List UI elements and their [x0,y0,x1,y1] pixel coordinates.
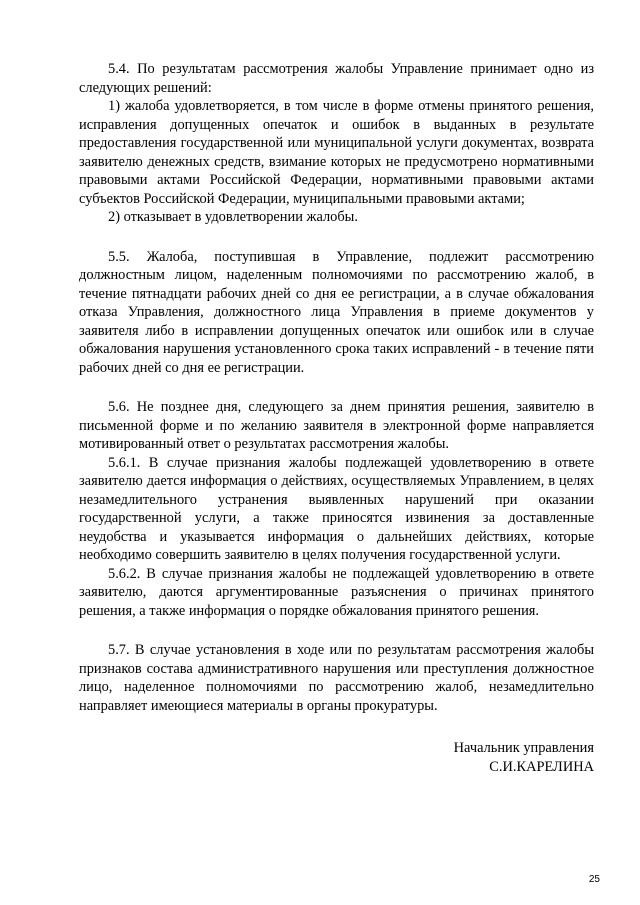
signature-position: Начальник управления [453,740,594,756]
signature-name: С.И.КАРЕЛИНА [489,759,594,775]
paragraph-5-7: 5.7. В случае установления в ходе или по результатам рассмотрения жалобы признаков состава административного нарушения или преступления должностное лицо, наделенное полномочиями по рассмотрению жалоб, незамедлительно направляет имеющиеся материалы в органы прокуратуры. [79,642,594,714]
paragraph-5-6-2: 5.6.2. В случае признания жалобы не подлежащей удовлетворению в ответе заявителю, даются аргументированные разъяснения о причинах принятого решения, а также информация о порядке обжалования принятого решения. [79,565,594,619]
section-5-6 [79,398,594,620]
paragraph-5-4-option-2: 2) отказывает в удовлетворении жалобы. [108,209,358,225]
paragraph-5-6-1: 5.6.1. В случае признания жалобы подлежащей удовлетворению в ответе заявителю дается информация о действиях, осуществляемых Управлением, в целях незамедлительного устранения выявленных нарушений при оказании государственной услуги, а также приносятся извинения за доставленные неудобства и указывается информация о дальнейших действиях, которые необходимо совершить заявителю в целях получения государственной услуги. [79,454,594,563]
paragraph-spacer [79,377,594,398]
paragraph-5-5: 5.5. Жалоба, поступившая в Управление, подлежит рассмотрению должностным лицом, наделенным полномочиями по рассмотрению жалоб, в течение пятнадцати рабочих дней со дня ее регистрации, а в случае обжалования отказа Управления, должностного лица Управления в приеме документов у заявителя либо в исправлении допущенных опечаток или ошибок или в случае обжалования нарушения установленного срока таких исправлений - в течение пяти рабочих дней со дня ее регистрации. [79,248,594,376]
section-5-4 [79,60,594,227]
signature-block [79,739,594,777]
paragraph-5-4-intro: 5.4. По результатам рассмотрения жалобы Управление принимает одно из следующих решений: [79,61,594,96]
paragraph-5-4-option-1: 1) жалоба удовлетворяется, в том числе в форме отмены принятого решения, исправления допущенных опечаток и ошибок в выданных в результате предоставления государственной или муниципальной услуги документах, возврата заявителю денежных средств, взимание которых не предусмотрено нормативными правовыми актами Российской Федерации, нормативными правовыми актами субъектов Российской Федерации, муниципальными правовыми актами; [79,98,594,207]
section-5-5 [79,248,594,378]
page-number: 25 [588,874,600,885]
paragraph-spacer [79,620,594,641]
section-5-7 [79,641,594,715]
paragraph-5-6: 5.6. Не позднее дня, следующего за днем принятия решения, заявителю в письменной форме и по желанию заявителя в электронной форме направляется мотивированный ответ о результатах рассмотрения жалобы. [79,399,594,452]
document-page [79,60,594,777]
paragraph-spacer [79,227,594,248]
